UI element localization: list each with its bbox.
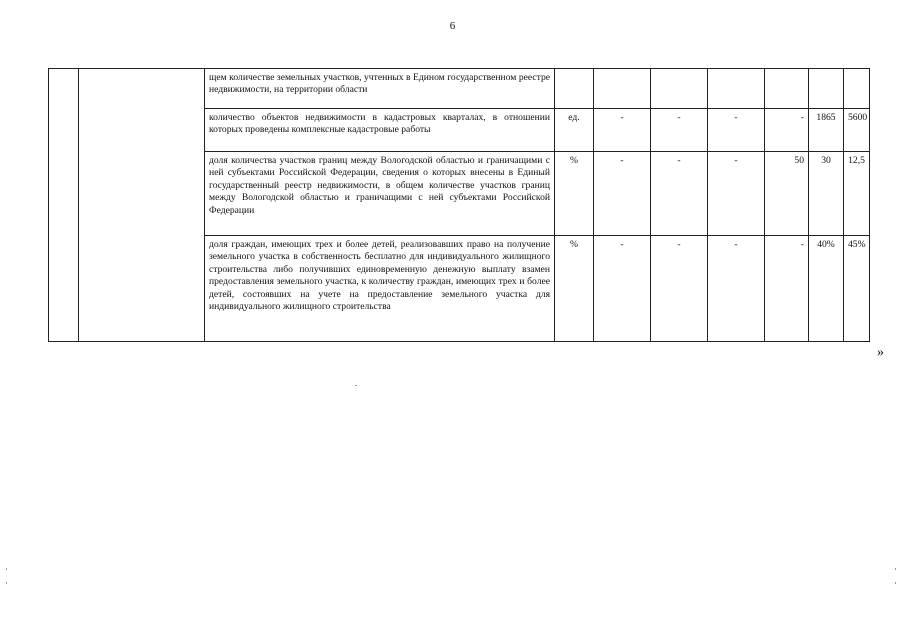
value-cell: 12,5: [844, 152, 870, 236]
unit-cell: [555, 69, 594, 109]
scan-speck: [895, 568, 896, 570]
value-cell: [594, 69, 651, 109]
unit-cell: ед.: [555, 109, 594, 152]
value-cell: -: [708, 109, 765, 152]
value-cell: 50: [765, 152, 809, 236]
value-cell: [844, 69, 870, 109]
value-cell: [708, 69, 765, 109]
indicators-table: [48, 68, 870, 342]
unit-cell: %: [555, 236, 594, 342]
value-cell: -: [651, 109, 708, 152]
value-cell: 40%: [809, 236, 844, 342]
value-cell: -: [651, 236, 708, 342]
value-cell: -: [708, 152, 765, 236]
scan-speck: [355, 385, 357, 386]
value-cell: -: [594, 109, 651, 152]
scan-speck: [895, 582, 896, 584]
value-cell: [651, 69, 708, 109]
value-cell: 5600: [844, 109, 870, 152]
value-cell: [765, 69, 809, 109]
scan-speck: [6, 582, 7, 584]
value-cell: [809, 69, 844, 109]
closing-quote: »: [877, 345, 884, 360]
value-cell: 30: [809, 152, 844, 236]
value-cell: -: [765, 109, 809, 152]
value-cell: -: [708, 236, 765, 342]
indicator-description: щем количестве земельных участков, учтенных в Едином государственном реестре недвижимости, на территории области: [205, 69, 555, 109]
indicator-description: доля граждан, имеющих трех и более детей, реализовавших право на получение земельного участка в собственность бесплатно для индивидуального жилищного строительства либо получивших единовременную денежную выплату взамен предоставления земельного участка, к количеству граждан, имеющих трех и более детей, состоявших на учете на предоставление земельного участка для индивидуального жилищного строительства: [205, 236, 555, 342]
page-number: 6: [449, 20, 456, 32]
unit-cell: %: [555, 152, 594, 236]
value-cell: -: [594, 236, 651, 342]
number-column-cell: [49, 69, 79, 342]
program-column-cell: [79, 69, 205, 342]
scan-speck: [6, 568, 7, 570]
table-row: [49, 69, 870, 109]
indicator-description: доля количества участков границ между Вологодской областью и граничащими с ней субъектами Российской Федерации, сведения о которых внесены в Единый государственный реестр недвижимости, в общем количестве участков границ между Вологодской областью и граничащими с ней субъектами Российской Федерации: [205, 152, 555, 236]
indicator-description: количество объектов недвижимости в кадастровых кварталах, в отношении которых проведены комплексные кадастровые работы: [205, 109, 555, 152]
value-cell: 45%: [844, 236, 870, 342]
value-cell: -: [765, 236, 809, 342]
value-cell: 1865: [809, 109, 844, 152]
value-cell: -: [651, 152, 708, 236]
value-cell: -: [594, 152, 651, 236]
